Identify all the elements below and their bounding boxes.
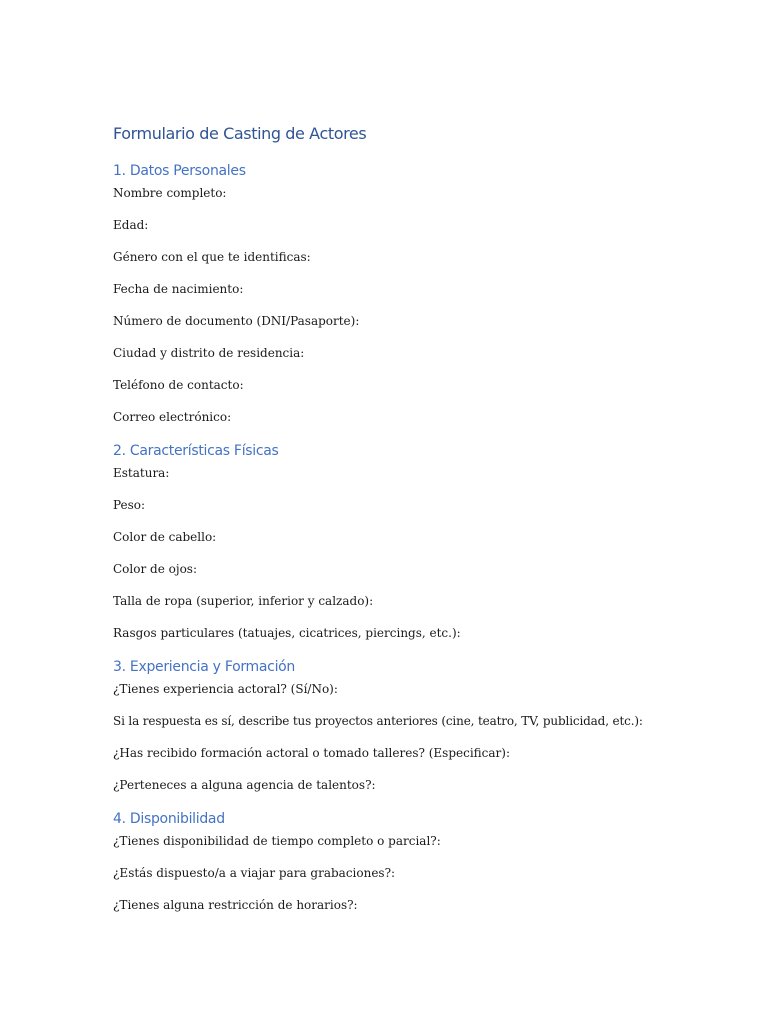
section-heading-disponibilidad: 4. Disponibilidad bbox=[113, 811, 225, 827]
field-label: Edad: bbox=[113, 218, 149, 232]
field-label: Talla de ropa (superior, inferior y calzado): bbox=[113, 594, 374, 608]
field-label: ¿Has recibido formación actoral o tomado talleres? (Especificar): bbox=[113, 746, 511, 760]
field-label: ¿Tienes experiencia actoral? (Sí/No): bbox=[113, 682, 338, 696]
field-label: Nombre completo: bbox=[113, 186, 227, 200]
section-heading-caracteristicas-fisicas: 2. Características Físicas bbox=[113, 443, 279, 459]
field-label: ¿Tienes alguna restricción de horarios?: bbox=[113, 898, 358, 912]
field-label: Correo electrónico: bbox=[113, 410, 232, 424]
section-heading-experiencia-formacion: 3. Experiencia y Formación bbox=[113, 659, 295, 675]
field-label: Fecha de nacimiento: bbox=[113, 282, 244, 296]
field-label: Género con el que te identificas: bbox=[113, 250, 311, 264]
field-label: ¿Estás dispuesto/a a viajar para grabaciones?: bbox=[113, 866, 396, 880]
section-heading-datos-personales: 1. Datos Personales bbox=[113, 163, 246, 179]
field-label: Ciudad y distrito de residencia: bbox=[113, 346, 305, 360]
field-label: Peso: bbox=[113, 498, 146, 512]
field-label: Estatura: bbox=[113, 466, 170, 480]
field-label: Si la respuesta es sí, describe tus proyectos anteriores (cine, teatro, TV, publicidad, etc.): bbox=[113, 714, 643, 728]
field-label: Rasgos particulares (tatuajes, cicatrices, piercings, etc.): bbox=[113, 626, 461, 640]
field-label: Color de ojos: bbox=[113, 562, 197, 576]
field-label: ¿Perteneces a alguna agencia de talentos?: bbox=[113, 778, 376, 792]
field-label: Número de documento (DNI/Pasaporte): bbox=[113, 314, 360, 328]
field-label: ¿Tienes disponibilidad de tiempo completo o parcial?: bbox=[113, 834, 441, 848]
document-title: Formulario de Casting de Actores bbox=[113, 124, 367, 143]
field-label: Color de cabello: bbox=[113, 530, 217, 544]
field-label: Teléfono de contacto: bbox=[113, 378, 244, 392]
